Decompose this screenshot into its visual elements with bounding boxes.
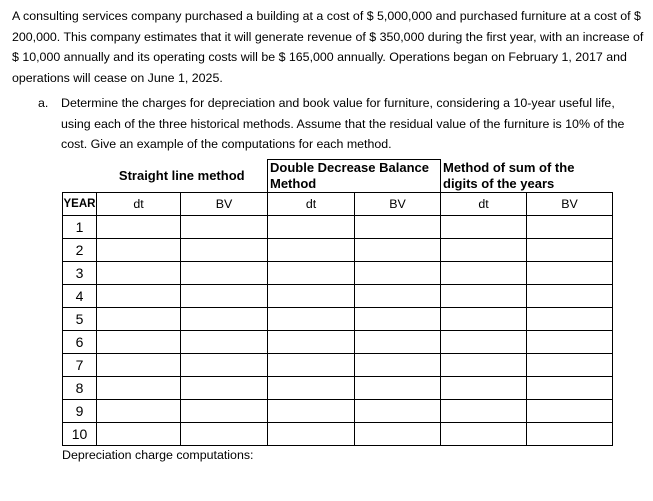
year-cell: 10 <box>63 423 97 446</box>
table-row <box>63 331 613 354</box>
empty-cell[interactable] <box>527 377 613 400</box>
empty-cell[interactable] <box>355 285 441 308</box>
item-a-text: Determine the charges for depreciation and book value for furniture, considering a 10-year useful life, using each of the three historical methods. Assume that the residual value of the furniture is 10% of the cost. Give an example of the computations for each method. <box>61 96 625 151</box>
empty-cell[interactable] <box>97 216 181 239</box>
empty-cell[interactable] <box>527 285 613 308</box>
empty-cell[interactable] <box>181 377 268 400</box>
dt-header-double-decrease: dt <box>268 193 355 216</box>
empty-cell[interactable] <box>181 262 268 285</box>
method-header-sum-of-digits: Method of sum of the digits of the years <box>443 159 575 191</box>
empty-cell[interactable] <box>355 216 441 239</box>
empty-cell[interactable] <box>355 308 441 331</box>
empty-cell[interactable] <box>441 400 527 423</box>
empty-cell[interactable] <box>181 400 268 423</box>
year-cell: 8 <box>63 377 97 400</box>
table-row <box>63 239 613 262</box>
empty-cell[interactable] <box>527 239 613 262</box>
empty-cell[interactable] <box>355 354 441 377</box>
empty-cell[interactable] <box>355 331 441 354</box>
empty-corner <box>63 160 97 193</box>
empty-cell[interactable] <box>527 400 613 423</box>
empty-cell[interactable] <box>268 239 355 262</box>
empty-cell[interactable] <box>355 423 441 446</box>
year-cell: 6 <box>63 331 97 354</box>
empty-cell[interactable] <box>97 239 181 262</box>
empty-cell[interactable] <box>181 423 268 446</box>
item-marker: a. <box>38 96 49 110</box>
empty-cell[interactable] <box>441 423 527 446</box>
table-row <box>63 400 613 423</box>
empty-cell[interactable] <box>268 377 355 400</box>
empty-cell[interactable] <box>97 262 181 285</box>
empty-cell[interactable] <box>355 377 441 400</box>
table-row <box>63 285 613 308</box>
method-header-row <box>63 160 613 193</box>
table-row <box>63 308 613 331</box>
empty-cell[interactable] <box>355 262 441 285</box>
empty-cell[interactable] <box>181 354 268 377</box>
empty-cell[interactable] <box>441 354 527 377</box>
year-cell: 2 <box>63 239 97 262</box>
year-header: YEAR <box>63 193 97 216</box>
table-row <box>63 354 613 377</box>
empty-cell[interactable] <box>181 308 268 331</box>
depreciation-table <box>62 159 613 446</box>
empty-cell[interactable] <box>355 239 441 262</box>
method-header-straight-line: Straight line method <box>118 167 245 183</box>
empty-cell[interactable] <box>355 400 441 423</box>
empty-cell[interactable] <box>97 285 181 308</box>
dt-header-straight-line: dt <box>97 193 181 216</box>
empty-cell[interactable] <box>268 400 355 423</box>
year-cell: 4 <box>63 285 97 308</box>
computations-label: Depreciation charge computations: <box>62 448 254 462</box>
year-cell: 9 <box>63 400 97 423</box>
empty-cell[interactable] <box>97 331 181 354</box>
year-cell: 1 <box>63 216 97 239</box>
empty-cell[interactable] <box>441 331 527 354</box>
empty-cell[interactable] <box>181 239 268 262</box>
empty-cell[interactable] <box>181 285 268 308</box>
bv-header-straight-line: BV <box>181 193 268 216</box>
table-row <box>63 423 613 446</box>
bv-header-double-decrease: BV <box>355 193 441 216</box>
empty-cell[interactable] <box>527 423 613 446</box>
empty-cell[interactable] <box>441 377 527 400</box>
dt-header-sum-of-digits: dt <box>441 193 527 216</box>
bv-header-sum-of-digits: BV <box>527 193 613 216</box>
empty-cell[interactable] <box>268 262 355 285</box>
empty-cell[interactable] <box>97 377 181 400</box>
method-header-double-decrease: Double Decrease Balance Method <box>268 160 441 193</box>
column-header-row <box>63 193 613 216</box>
empty-cell[interactable] <box>268 331 355 354</box>
empty-cell[interactable] <box>527 331 613 354</box>
table-row <box>63 377 613 400</box>
problem-intro: A consulting services company purchased a building at a cost of $ 5,000,000 and purchased furniture at a cost of $ 200,000. This company estimates that it will generate revenue of $ 350,000 during the first year, with an increase of $ 10,000 annually and its operating costs will be $ 165,000 annually. Operations began on February 1, 2017 and operations will cease on June 1, 2025. <box>12 9 644 85</box>
table-row <box>63 262 613 285</box>
empty-cell[interactable] <box>441 239 527 262</box>
year-cell: 7 <box>63 354 97 377</box>
empty-cell[interactable] <box>97 400 181 423</box>
empty-cell[interactable] <box>441 262 527 285</box>
year-cell: 3 <box>63 262 97 285</box>
empty-cell[interactable] <box>97 423 181 446</box>
empty-cell[interactable] <box>527 262 613 285</box>
empty-cell[interactable] <box>97 354 181 377</box>
empty-cell[interactable] <box>181 331 268 354</box>
empty-cell[interactable] <box>527 354 613 377</box>
empty-cell[interactable] <box>441 216 527 239</box>
empty-cell[interactable] <box>527 308 613 331</box>
table-row <box>63 216 613 239</box>
empty-cell[interactable] <box>181 216 268 239</box>
empty-cell[interactable] <box>268 285 355 308</box>
year-cell: 5 <box>63 308 97 331</box>
empty-cell[interactable] <box>441 285 527 308</box>
empty-cell[interactable] <box>268 354 355 377</box>
empty-cell[interactable] <box>441 308 527 331</box>
empty-cell[interactable] <box>268 308 355 331</box>
empty-cell[interactable] <box>527 216 613 239</box>
empty-cell[interactable] <box>268 423 355 446</box>
empty-cell[interactable] <box>268 216 355 239</box>
empty-cell[interactable] <box>97 308 181 331</box>
